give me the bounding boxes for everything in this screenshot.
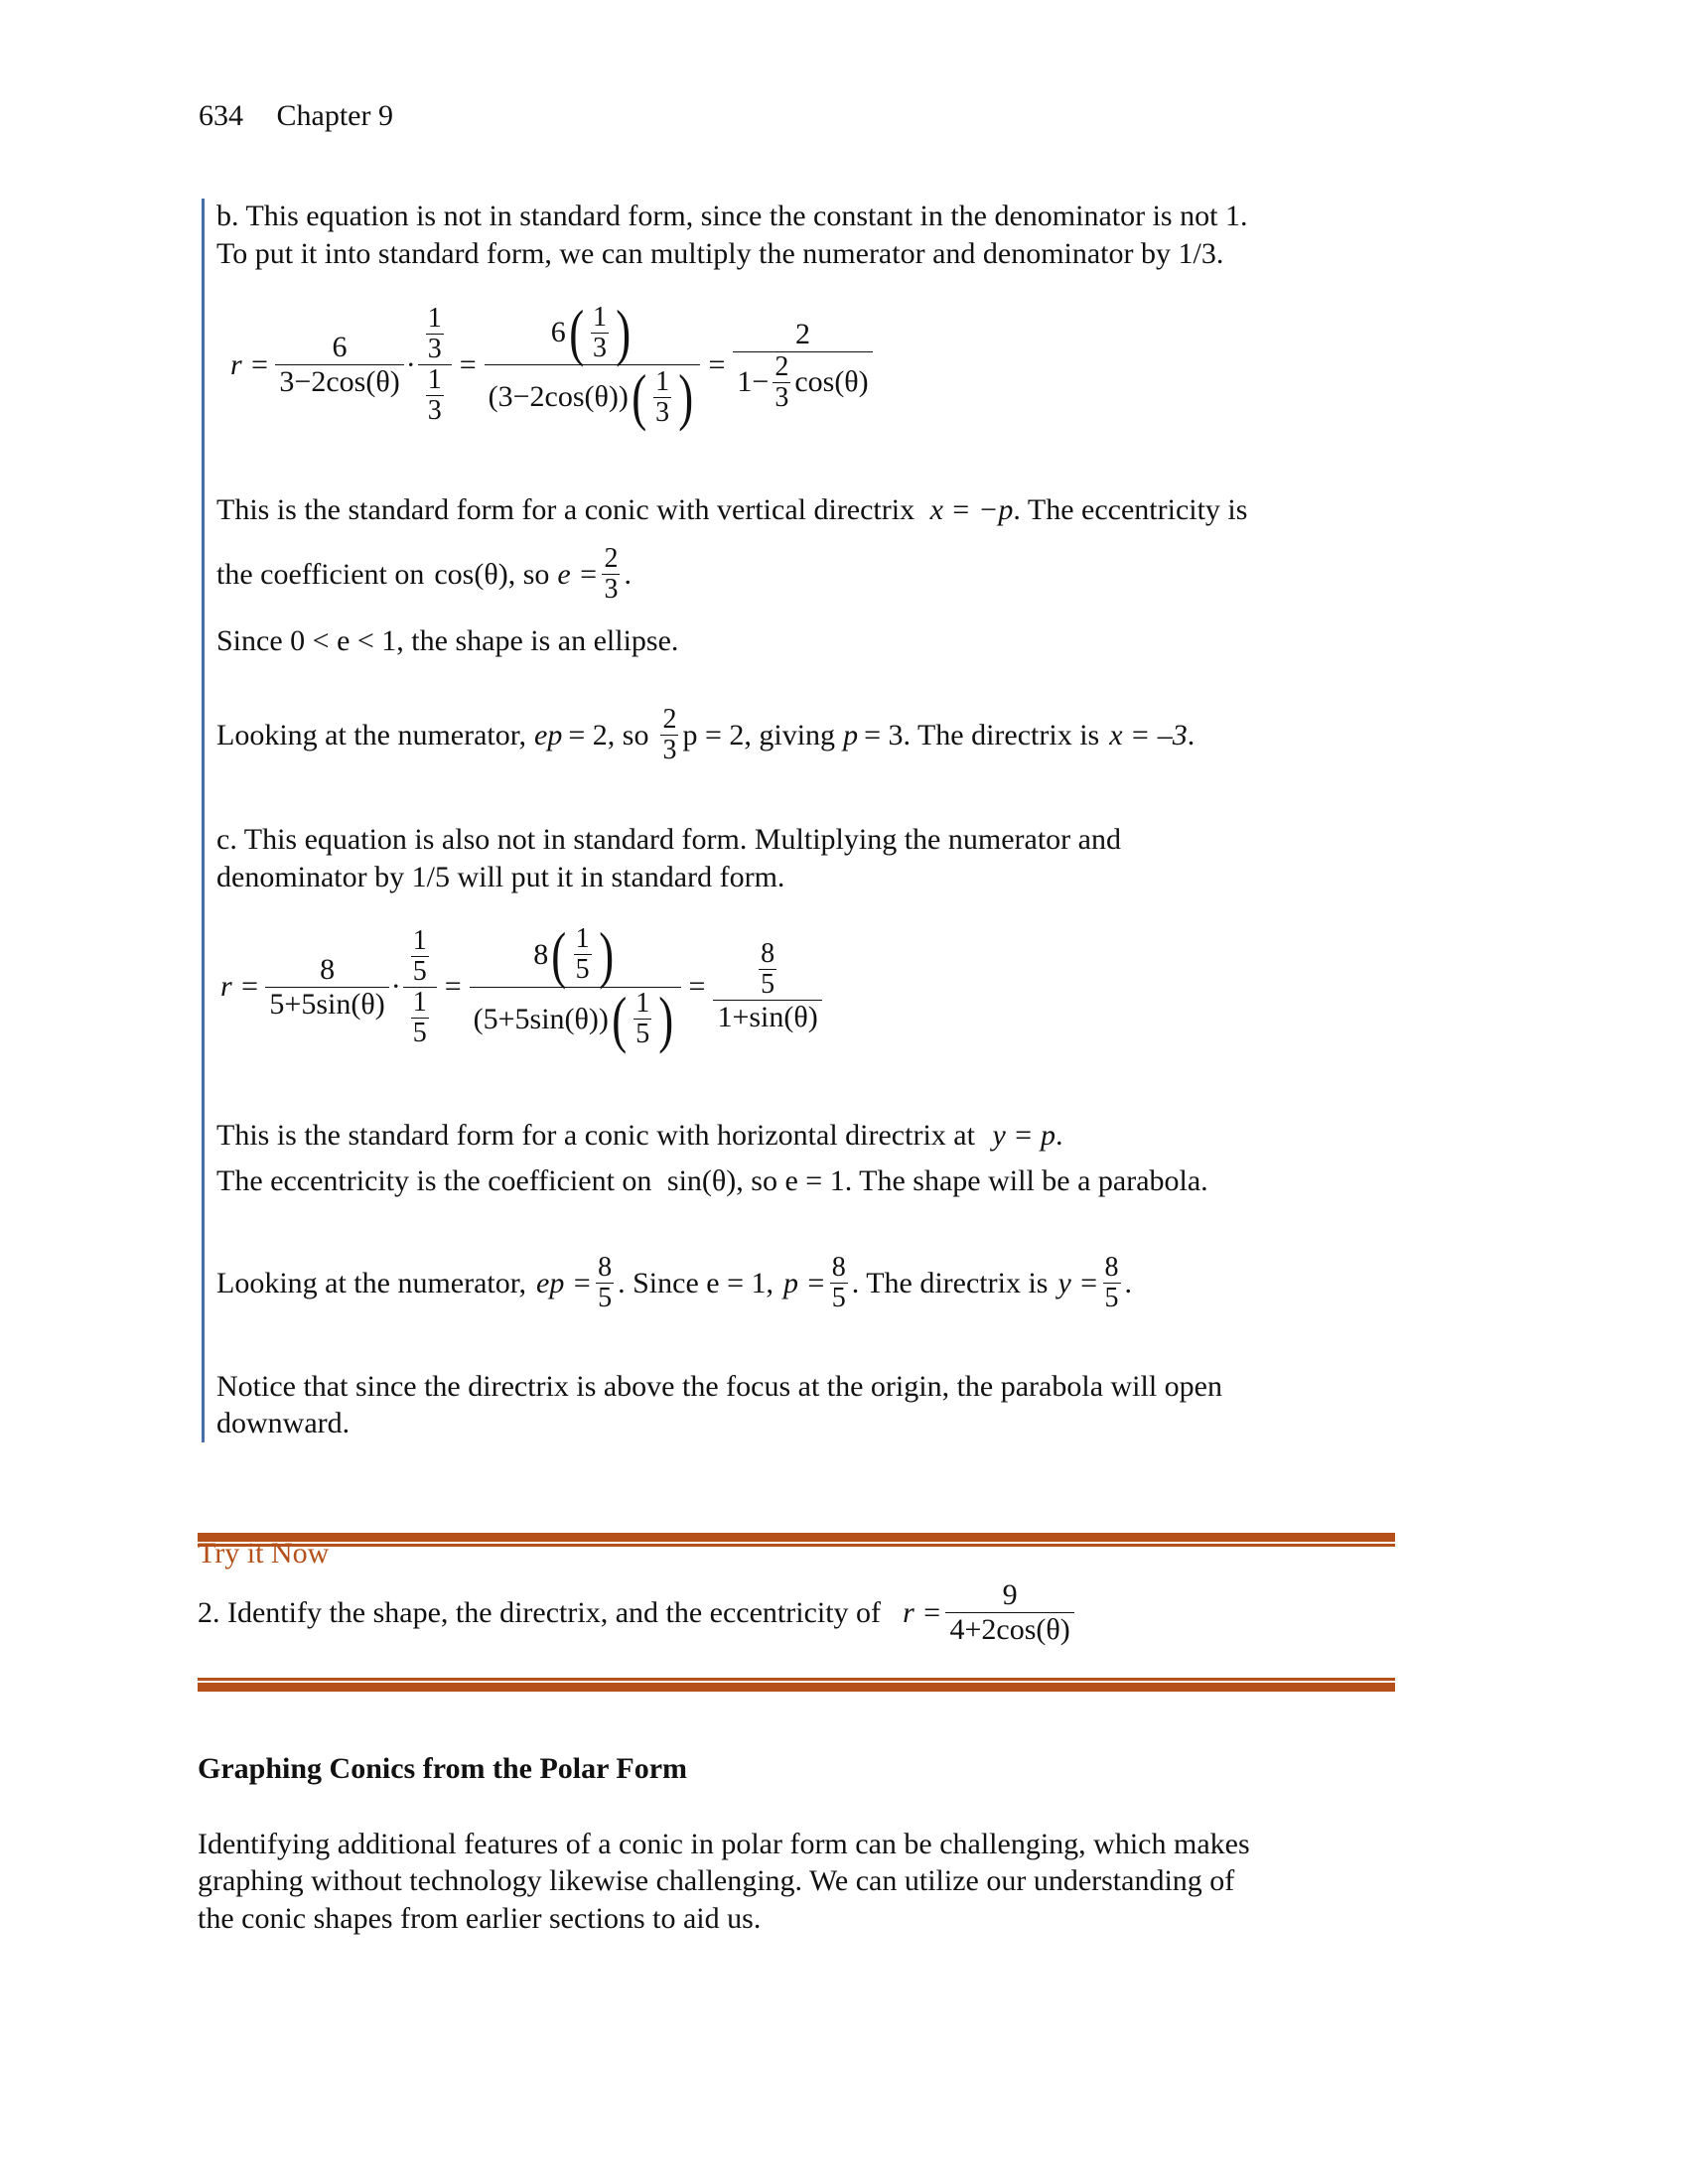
fraction — [660, 705, 678, 765]
fraction — [1103, 1253, 1121, 1313]
denominator — [403, 987, 437, 1048]
equals-sign: = — [444, 970, 462, 1003]
sin-expression: sin(θ) — [666, 1164, 737, 1197]
try-it-now-top-rule-thin — [198, 1544, 1395, 1547]
text: This is the standard form for a conic with vertical directrix — [216, 493, 915, 526]
part-c-standard-form: This is the standard form for a conic with horizontal directrix at y = p. — [216, 1119, 1063, 1152]
dot-operator: · — [405, 347, 416, 381]
numerator — [751, 939, 784, 1000]
chapter-title: Chapter 9 — [276, 99, 393, 132]
text: . — [1124, 1266, 1133, 1299]
numerator: 2 — [604, 543, 619, 574]
term: cos(θ) — [794, 365, 869, 398]
numerator — [403, 926, 437, 987]
denominator: 5 — [831, 1283, 846, 1313]
p: p = — [783, 1266, 826, 1299]
numerator: 8 — [320, 952, 336, 986]
fraction — [653, 367, 671, 428]
numerator: 1 — [412, 986, 427, 1018]
text: p = 2, giving — [682, 718, 836, 751]
parenthesized-fraction: ( $\frac{1}{5}$ ) — [612, 983, 674, 1054]
numerator: 9 — [1002, 1578, 1018, 1611]
denominator — [733, 351, 872, 413]
fraction — [574, 924, 592, 985]
part-b-shape: Since 0 < e < 1, the shape is an ellipse. — [216, 624, 679, 657]
denominator: 1+sin(θ) — [713, 1000, 821, 1034]
equals-sign: = — [708, 347, 726, 381]
ep: ep — [534, 718, 563, 751]
fraction — [426, 304, 444, 364]
text: . The directrix is — [851, 1266, 1049, 1299]
text: The eccentricity is the coefficient on — [216, 1164, 652, 1197]
fraction — [733, 318, 872, 413]
denominator: 5 — [598, 1283, 613, 1313]
denominator — [485, 361, 701, 432]
part-b-coefficient — [216, 544, 632, 605]
equals-sign: = — [688, 970, 706, 1003]
part-c-line2: denominator by 1/5 will put it in standard form. — [216, 861, 785, 893]
numerator — [418, 304, 452, 364]
denominator: 3 — [427, 395, 442, 426]
part-c-numerator — [216, 1253, 1132, 1313]
compound-fraction — [470, 918, 681, 1054]
numerator: 1 — [575, 923, 590, 954]
denominator: 5 — [412, 1017, 427, 1048]
text: , so — [507, 557, 550, 591]
section-heading: Graphing Conics from the Polar Form — [198, 1752, 688, 1785]
question-text: 2. Identify the shape, the directrix, and the eccentricity of — [198, 1595, 882, 1629]
numerator — [529, 918, 621, 990]
page-number: 634 — [199, 99, 243, 132]
p: p — [843, 718, 859, 751]
directrix: x = –3 — [1109, 718, 1188, 751]
notice-line2: downward. — [216, 1407, 351, 1439]
numerator: 8 — [1104, 1252, 1119, 1283]
directrix-expression: y = p — [992, 1119, 1055, 1152]
text: . — [1187, 718, 1196, 751]
fraction — [945, 1578, 1073, 1647]
coefficient: 8 — [533, 937, 549, 971]
numerator: 6 — [332, 331, 348, 363]
equation-b — [230, 283, 875, 447]
fraction — [633, 989, 651, 1049]
denominator: 5 — [635, 1019, 650, 1049]
denominator: 5+5sin(θ) — [265, 987, 388, 1022]
paragraph-line: graphing without technology likewise challenging. We can utilize our understanding of — [198, 1864, 1235, 1897]
try-it-now-question — [198, 1578, 1076, 1647]
parenthesized-fraction: ( $\frac{1}{3}$ ) — [632, 361, 694, 432]
denominator: 3 — [604, 574, 619, 605]
fraction — [426, 365, 444, 426]
fraction — [265, 953, 388, 1022]
text: Looking at the numerator, — [216, 718, 527, 751]
denominator-expression: (5+5sin(θ)) — [473, 1002, 609, 1035]
denominator: 5 — [412, 955, 427, 987]
numerator: 8 — [598, 1252, 613, 1283]
try-it-now-bottom-rule-thin — [198, 1678, 1395, 1681]
compound-fraction — [418, 304, 452, 426]
denominator: 3 — [427, 334, 442, 364]
eq-lhs: r = — [230, 347, 270, 381]
text: = 2, so — [568, 718, 649, 751]
denominator: 5 — [575, 954, 590, 985]
denominator-expression: (3−2cos(θ)) — [488, 380, 629, 413]
fraction — [759, 939, 776, 1000]
denominator — [470, 983, 681, 1054]
denominator: 3 — [593, 332, 608, 363]
eccentricity-fraction — [602, 544, 620, 605]
coefficient: 6 — [550, 316, 566, 348]
text: the coefficient on — [216, 557, 425, 591]
cos-expression: cos(θ) — [434, 557, 508, 591]
term: 1− — [737, 365, 770, 398]
text: = 3. The directrix is — [864, 718, 1100, 751]
y: y = — [1057, 1266, 1099, 1299]
text: , so e = 1. The shape will be a parabola. — [736, 1164, 1208, 1197]
numerator — [547, 297, 638, 367]
part-c-eccentricity — [216, 1163, 1208, 1199]
compound-fraction — [485, 297, 701, 432]
try-it-now-top-rule-thick — [198, 1533, 1395, 1542]
fraction — [830, 1253, 848, 1313]
text: Looking at the numerator, — [216, 1266, 527, 1299]
equals-sign: = — [459, 347, 477, 381]
numerator: 8 — [831, 1252, 846, 1283]
numerator: 2 — [774, 350, 789, 382]
denominator: 3−2cos(θ) — [275, 364, 403, 399]
fraction — [596, 1253, 614, 1313]
fraction — [275, 331, 403, 399]
denominator: 3 — [655, 396, 670, 428]
numerator: 2 — [662, 704, 677, 735]
dot-operator: · — [390, 970, 401, 1003]
numerator: 1 — [427, 303, 442, 334]
numerator: 1 — [655, 365, 670, 397]
part-b-line2: To put it into standard form, we can multiply the numerator and denominator by 1/3. — [216, 237, 1224, 270]
compound-fraction — [713, 939, 821, 1034]
denominator: 5 — [1104, 1283, 1119, 1313]
part-b-numerator — [216, 705, 1195, 765]
try-it-now-bottom-rule-thick — [198, 1683, 1395, 1692]
part-c-line1: c. This equation is also not in standard form. Multiplying the numerator and — [216, 823, 1121, 856]
numerator: 8 — [761, 938, 775, 969]
notice-line1: Notice that since the directrix is above the focus at the origin, the parabola will open — [216, 1370, 1222, 1403]
part-b-line1: b. This equation is not in standard form, since the constant in the denominator is not 1. — [216, 200, 1248, 232]
page-header — [199, 99, 393, 133]
ep: ep = — [536, 1266, 593, 1299]
text: . The eccentricity is — [1013, 493, 1248, 526]
part-b-standard-form — [216, 492, 1247, 528]
text: This is the standard form for a conic with horizontal directrix at — [216, 1119, 975, 1152]
equation-c — [220, 903, 824, 1070]
numerator: 1 — [427, 364, 442, 395]
fraction — [411, 926, 429, 987]
fraction — [411, 988, 429, 1048]
paragraph-line: the conic shapes from earlier sections to aid us. — [198, 1902, 762, 1935]
paragraph-line: Identifying additional features of a conic in polar form can be challenging, which makes — [198, 1828, 1250, 1860]
e-lhs: e = — [557, 557, 599, 591]
denominator: 5 — [761, 969, 775, 1000]
parenthesized-fraction: ( $\frac{1}{3}$ ) — [568, 297, 632, 367]
compound-fraction — [403, 926, 437, 1048]
parenthesized-fraction: ( $\frac{1}{5}$ ) — [551, 918, 614, 990]
numerator: 1 — [635, 988, 650, 1019]
fraction — [773, 352, 790, 413]
directrix-expression: x = −p — [929, 493, 1014, 526]
denominator — [418, 364, 452, 426]
try-it-now-title: Try it Now — [198, 1537, 330, 1570]
fraction — [591, 303, 609, 363]
denominator: 3 — [662, 735, 677, 765]
numerator: 1 — [412, 924, 427, 956]
numerator: 1 — [593, 301, 608, 333]
eq-lhs: r = — [220, 970, 260, 1003]
denominator: 4+2cos(θ) — [945, 1612, 1073, 1647]
numerator: 2 — [795, 317, 811, 350]
text: . Since e = 1, — [618, 1266, 774, 1299]
denominator: 3 — [774, 381, 789, 413]
text: . — [624, 557, 632, 591]
example-margin-bar — [202, 199, 205, 1442]
eq-lhs: r = — [903, 1595, 942, 1629]
